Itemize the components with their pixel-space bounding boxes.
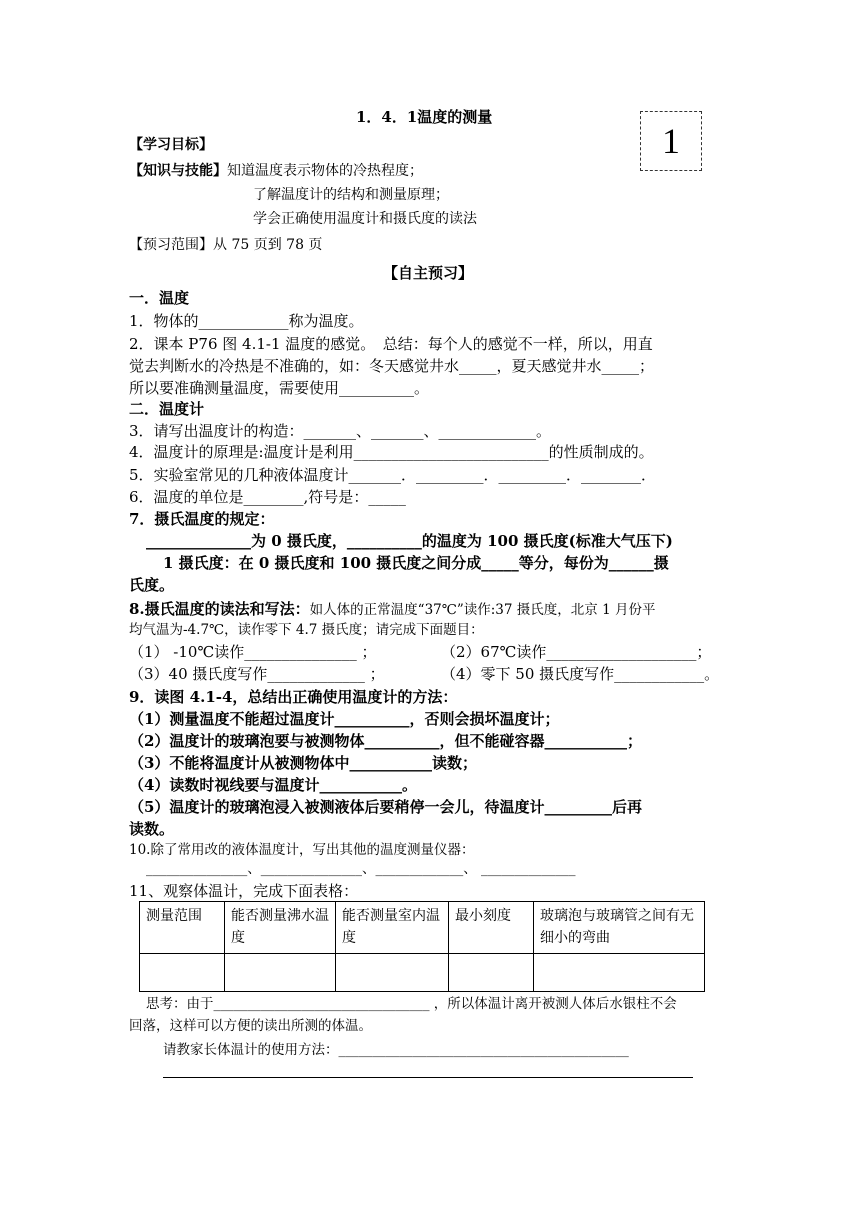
page-title: 1．4．1温度的测量 xyxy=(356,108,493,126)
section-heading: 【自主预习】 xyxy=(383,264,474,282)
table-cell[interactable] xyxy=(336,954,449,992)
q2-line2: 觉去判断水的冷热是不准确的，如：冬天感觉井水_____，夏天感觉井水_____； xyxy=(129,357,655,375)
goals-heading: 【学习目标】 xyxy=(129,137,213,153)
skill-3: 学会正确使用温度计和摄氏度的读法 xyxy=(253,211,477,227)
q4: 4．温度计的原理是:温度计是利用__________________________的性质制成的。 xyxy=(129,443,654,461)
q8-text2: 均气温为-4.7℃，读作零下 4.7 摄氏度；请完成下面题目： xyxy=(129,622,484,638)
q7-line1: ______________为 0 摄氏度，__________的温度为 100 摄氏度(标准大气压下) xyxy=(146,532,673,550)
table-header-cell: 玻璃泡与玻璃管之间有无细小的弯曲 xyxy=(534,902,705,954)
q2-line3: 所以要准确测量温度，需要使用__________。 xyxy=(129,379,430,397)
q10: 10.除了常用改的液体温度计，写出其他的温度测量仪器： xyxy=(129,842,475,858)
q9: 9．读图 4.1-4，总结出正确使用温度计的方法： xyxy=(129,688,458,706)
skills-label xyxy=(129,163,423,180)
q9-item4: （4）读数时视线要与温度计___________。 xyxy=(129,776,417,794)
q9-item5-line2: 读数。 xyxy=(129,820,175,838)
q11: 11、观察体温计，完成下面表格： xyxy=(129,882,359,900)
think-line1: 思考：由于________________________________ ，所以体温计离开被测人体后水银柱不会 xyxy=(146,996,677,1012)
table-cell[interactable] xyxy=(534,954,705,992)
q3: 3．请写出温度计的构造：_______、_______、_____________。 xyxy=(129,422,552,440)
q8-item4: （4）零下 50 摄氏度写作____________。 xyxy=(441,665,720,683)
preview-range: 【预习范围】从 75 页到 78 页 xyxy=(129,237,323,253)
q9-item2: （2）温度计的玻璃泡要与被测物体__________，但不能碰容器___________； xyxy=(129,732,642,750)
q10-blanks: _______________、_______________、_____________、 ______________ xyxy=(146,861,576,877)
q1: 1．物体的____________称为温度。 xyxy=(129,312,364,330)
q2-line1: 2．课本 P76 图 4.1-1 温度的感觉。 总结：每个人的感觉不一样，所以，用直 xyxy=(129,335,653,353)
page-number-box: 1 xyxy=(640,111,702,171)
table-header-cell: 能否测量沸水温度 xyxy=(225,902,336,954)
answer-line xyxy=(163,1077,693,1078)
q5: 5．实验室常见的几种液体温度计_______．_________．_________．________． xyxy=(129,466,657,484)
part2-heading: 二．温度计 xyxy=(129,400,205,418)
table-cell[interactable] xyxy=(449,954,534,992)
q7-line3: 氏度。 xyxy=(129,576,175,594)
think-line2: 回落，这样可以方便的读出所测的体温。 xyxy=(129,1018,372,1034)
q8-item2: （2）67℃读作____________________； xyxy=(441,643,712,661)
skills-label-text: 【知识与技能】 xyxy=(129,163,227,179)
q8 xyxy=(129,600,655,618)
table-cell[interactable] xyxy=(225,954,336,992)
thermometer-table xyxy=(139,901,705,992)
q9-item5-line1: （5）温度计的玻璃泡浸入被测液体后要稍停一会儿，待温度计_________后再 xyxy=(129,798,642,816)
skill-1: 知道温度表示物体的冷热程度； xyxy=(227,163,423,179)
think-line3: 请教家长体温计的使用方法：___________________________________________ xyxy=(163,1042,629,1058)
q9-item1: （1）测量温度不能超过温度计__________，否则会损坏温度计； xyxy=(129,710,560,728)
q8-text: 如人体的正常温度“37℃”读作:37 摄氏度，北京 1 月份平 xyxy=(309,602,656,618)
table-header-cell: 最小刻度 xyxy=(449,902,534,954)
part1-heading: 一．温度 xyxy=(129,289,190,307)
q8-item1: （1） -10℃读作_______________ ； xyxy=(129,643,377,661)
table-row xyxy=(140,954,705,992)
q6: 6．温度的单位是________,符号是：_____ xyxy=(129,488,406,506)
q7: 7．摄氏温度的规定： xyxy=(129,510,275,528)
table-cell[interactable] xyxy=(140,954,225,992)
table-header-cell: 能否测量室内温度 xyxy=(336,902,449,954)
q7-line2: 1 摄氏度：在 0 摄氏度和 100 摄氏度之间分成_____等分，每份为______摄 xyxy=(163,554,669,572)
table-header-cell: 测量范围 xyxy=(140,902,225,954)
q8-heading: 8.摄氏温度的读法和写法： xyxy=(129,600,310,618)
table-header-row xyxy=(140,902,705,954)
q9-item3: （3）不能将温度计从被测物体中___________读数； xyxy=(129,754,477,772)
q8-item3: （3）40 摄氏度写作_____________ ； xyxy=(129,665,385,683)
skill-2: 了解温度计的结构和测量原理； xyxy=(253,187,449,203)
